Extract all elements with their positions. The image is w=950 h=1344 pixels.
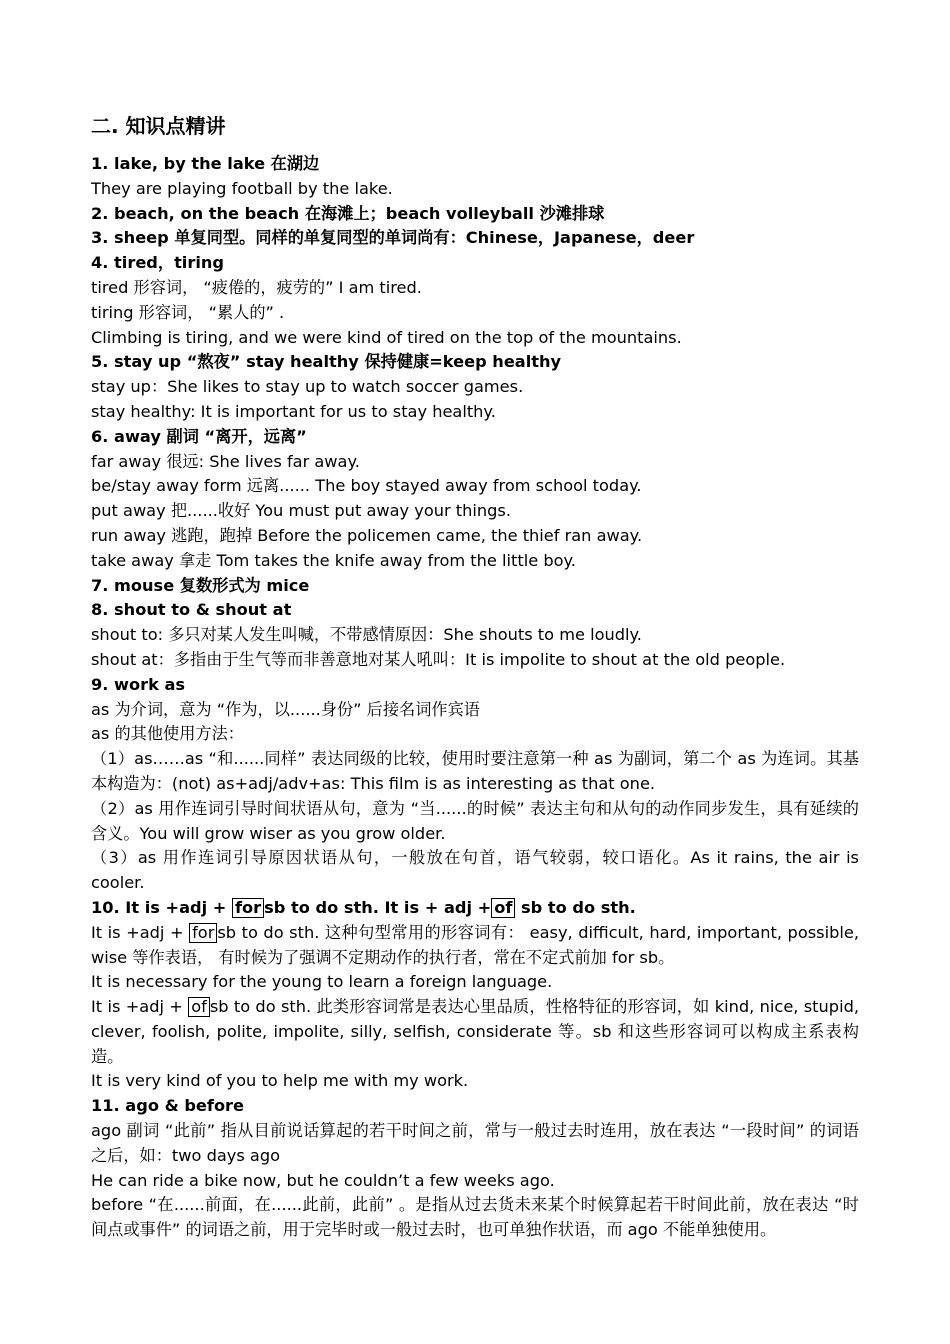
item-6-title: 6. away 副词 “离开，远离” (91, 426, 307, 446)
item-5-line-2: stay healthy: It is important for us to stay healthy. (91, 401, 496, 421)
item-4-example: Climbing is tiring, and we were kind of tired on the top of the mountains. (91, 327, 682, 347)
item-6-line-4: run away 逃跑，跑掉 Before the policemen came, the thief ran away. (91, 525, 643, 545)
item-3-title: 3. sheep 单复同型。同样的单复同型的单词尚有：Chinese，Japanese，deer (91, 228, 695, 248)
item-5-title: 5. stay up “熬夜” stay healthy 保持健康=keep healthy (91, 352, 562, 372)
item-7-title: 7. mouse 复数形式为 mice (91, 575, 310, 595)
item-9-line-2: as 的其他使用方法： (91, 724, 244, 744)
item-8-line-2: shout at：多指由于生气等而非善意地对某人吼叫：It is impolite to shout at the old people. (91, 649, 786, 669)
boxed-word-for: for (189, 923, 217, 943)
document-page (91, 112, 859, 1243)
item-1-example: They are playing football by the lake. (91, 178, 393, 198)
item-10-title-part-c: sb to do sth. (515, 897, 636, 917)
item-9-title: 9. work as (91, 674, 186, 694)
item-10-of-part-b: sb to do sth. 此类形容词常是表达心里品质，性格特征的形容词，如 kind, nice, stupid, clever, foolish, polite, impolite, silly, selfish, considerate 等。sb 和这些形容词可以构成主系表构造。 (91, 997, 859, 1066)
item-10-for-part-a: It is +adj + (91, 922, 190, 942)
item-4-line-1: tired 形容词， “疲倦的，疲劳的” I am tired. (91, 277, 422, 297)
item-6-line-5: take away 拿走 Tom takes the knife away from the little boy. (91, 550, 576, 570)
item-10-for-explanation (91, 921, 859, 971)
item-6-line-2: be/stay away form 远离...... The boy stayed away from school today. (91, 476, 642, 496)
item-4-title: 4. tired，tiring (91, 253, 225, 273)
item-9-usage-2: （2）as 用作连词引导时间状语从句，意为 “当......的时候” 表达主句和从句的动作同步发生，具有延续的含义。You will grow wiser as you grow older. (91, 798, 859, 843)
section-heading: 二. 知识点精讲 (91, 114, 226, 138)
item-9-line-1: as 为介词，意为 “作为，以......身份” 后接名词作宾语 (91, 699, 480, 719)
item-6-line-1: far away 很远: She lives far away. (91, 451, 360, 471)
boxed-word-for: for (232, 898, 264, 918)
item-9-usage-3: （3）as 用作连词引导原因状语从句，一般放在句首，语气较弱，较口语化。As it rains, the air is cooler. (91, 848, 859, 893)
item-8-title: 8. shout to & shout at (91, 600, 292, 620)
item-4-line-2: tiring 形容词， “累人的” . (91, 302, 285, 322)
item-10-title-part-b: sb to do sth. It is + adj + (264, 897, 492, 917)
item-11-ago-explanation: ago 副词 “此前” 指从目前说话算起的若干时间之前，常与一般过去时连用，放在表达 “一段时间” 的词语之后，如：two days ago (91, 1121, 859, 1165)
boxed-word-of: of (491, 898, 515, 918)
item-11-ago-example: He can ride a bike now, but he couldn’t a few weeks ago. (91, 1170, 555, 1190)
item-10-for-example: It is necessary for the young to learn a foreign language. (91, 972, 553, 992)
boxed-word-of: of (188, 997, 210, 1017)
item-10-title-part-a: 10. It is +adj + (91, 897, 232, 917)
item-8-line-1: shout to: 多只对某人发生叫喊，不带感情原因：She shouts to me loudly. (91, 625, 642, 645)
item-11-before-explanation: before “在......前面，在......此前，此前” 。是指从过去货未来某个时候算起若干时间此前，放在表达 “时间点或事件” 的词语之前，用于完毕时或一般过去时，也可单独作状语，而 ago 不能单独使用。 (91, 1195, 859, 1240)
item-10-of-example: It is very kind of you to help me with my work. (91, 1071, 469, 1091)
item-10-title (91, 896, 859, 921)
item-10-of-explanation (91, 995, 859, 1069)
item-9-usage-1: （1）as……as “和......同样” 表达同级的比较，使用时要注意第一种 as 为副词，第二个 as 为连词。其基本构造为：(not) as+adj/adv+as: This film is as interesting as that one. (91, 749, 859, 793)
item-1-title: 1. lake, by the lake 在湖边 (91, 154, 320, 173)
item-5-line-1: stay up：She likes to stay up to watch soccer games. (91, 377, 524, 397)
item-10-of-part-a: It is +adj + (91, 997, 189, 1017)
item-2-title: 2. beach, on the beach 在海滩上；beach volleyball 沙滩排球 (91, 203, 605, 223)
item-11-title: 11. ago & before (91, 1096, 245, 1116)
item-10-for-part-b: sb to do sth. 这种句型常用的形容词有： easy, difficult, hard, important, possible, wise 等作表语， 有时候为了强调不定期动作的执行者，常在不定式前加 for sb。 (91, 922, 859, 967)
item-6-line-3: put away 把......收好 You must put away your things. (91, 501, 512, 521)
